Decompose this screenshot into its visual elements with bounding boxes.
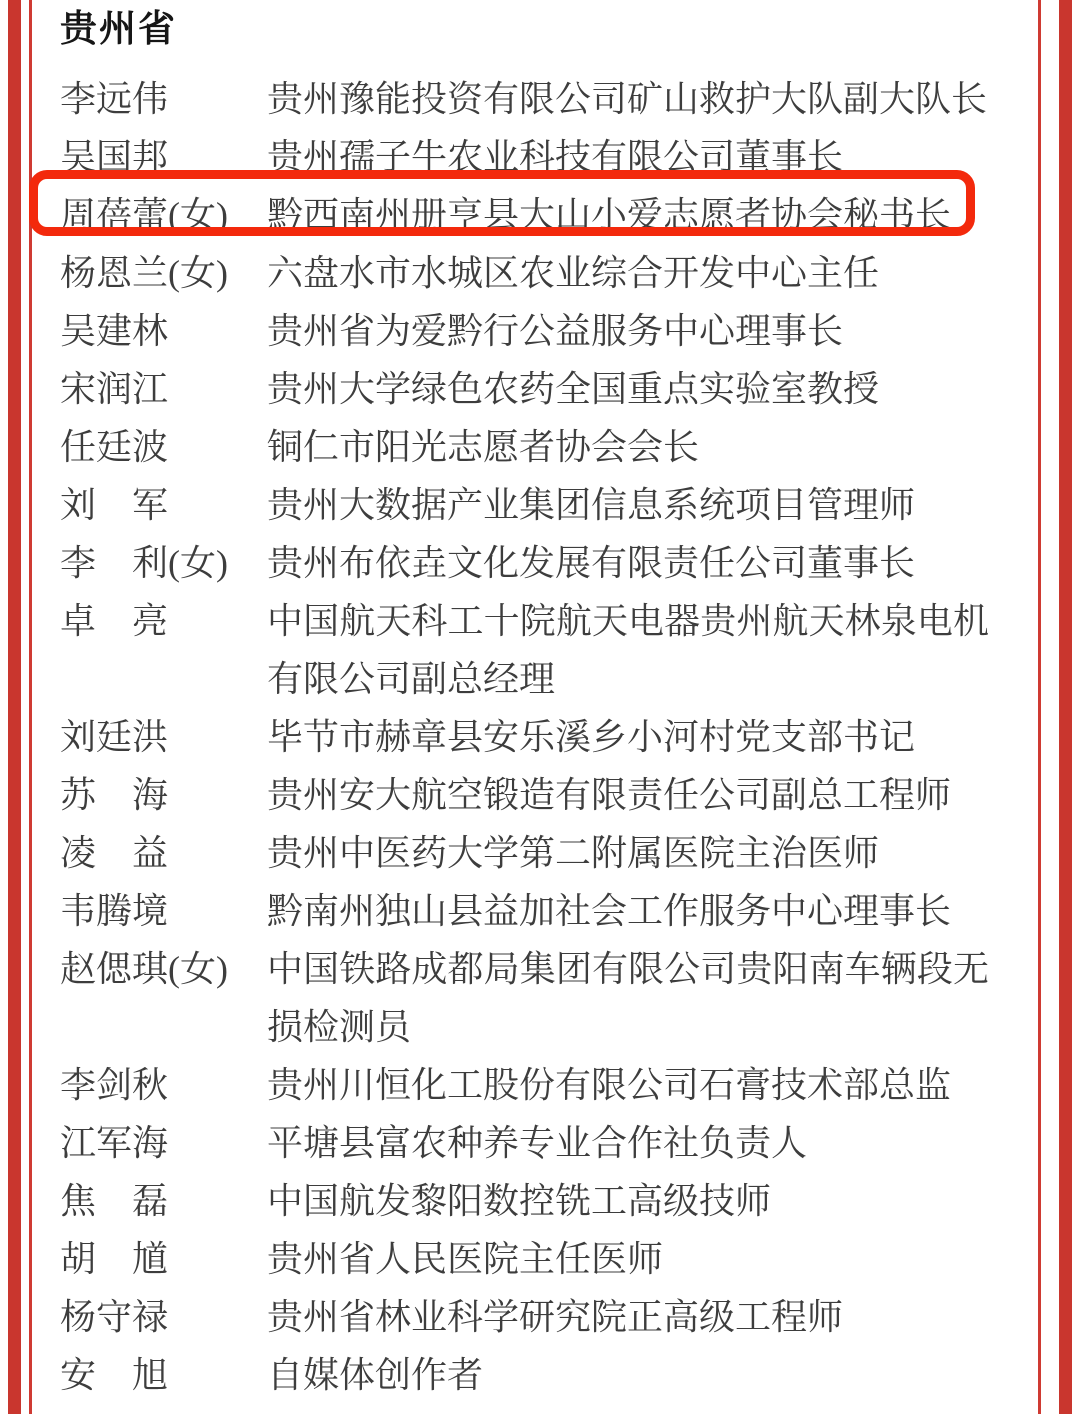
province-list <box>60 6 1010 1404</box>
list-item <box>60 534 1010 592</box>
list-item <box>60 708 1010 766</box>
person-name: 杨守禄 <box>60 1297 169 1337</box>
person-title: 贵州川恒化工股份有限公司石膏技术部总监 <box>267 1065 952 1105</box>
list-item <box>60 592 1010 708</box>
list-item <box>60 766 1010 824</box>
person-title: 贵州布依垚文化发展有限责任公司董事长 <box>267 543 916 583</box>
person-title: 毕节市赫章县安乐溪乡小河村党支部书记 <box>267 717 916 757</box>
person-name: 李远伟 <box>60 79 169 119</box>
person-name: 卓 亮 <box>60 601 169 641</box>
person-title: 黔西南州册亨县大山小爱志愿者协会秘书长 <box>267 195 952 235</box>
person-title: 贵州豫能投资有限公司矿山救护大队副大队长 <box>267 79 988 119</box>
person-name: 吴建林 <box>60 311 169 351</box>
person-name: 李 利(女) <box>60 543 228 583</box>
person-name: 赵偲琪(女) <box>60 949 228 989</box>
person-title: 自媒体创作者 <box>267 1355 484 1395</box>
person-name: 李剑秋 <box>60 1065 169 1105</box>
person-title: 贵州省人民医院主任医师 <box>267 1239 664 1279</box>
person-name: 江军海 <box>60 1123 169 1163</box>
person-name: 凌 益 <box>60 833 169 873</box>
person-name: 安 旭 <box>60 1355 169 1395</box>
list-item <box>60 418 1010 476</box>
person-name: 焦 磊 <box>60 1181 169 1221</box>
list-item <box>60 1288 1010 1346</box>
list-item <box>60 70 1010 128</box>
right-outer-red-bar <box>1059 0 1072 1414</box>
list-item-highlighted <box>60 186 1010 244</box>
person-title: 黔南州独山县益加社会工作服务中心理事长 <box>267 891 952 931</box>
list-item <box>60 476 1010 534</box>
person-title: 贵州孺子牛农业科技有限公司董事长 <box>267 137 844 177</box>
list-item <box>60 360 1010 418</box>
person-title: 中国航天科工十院航天电器贵州航天林泉电机有限公司副总经理 <box>267 601 989 699</box>
person-title: 六盘水市水城区农业综合开发中心主任 <box>267 253 880 293</box>
left-inner-red-line <box>29 0 32 1414</box>
awardee-list <box>60 70 1010 1404</box>
list-item <box>60 1056 1010 1114</box>
person-name: 韦腾境 <box>60 891 169 931</box>
person-title: 贵州省为爱黔行公益服务中心理事长 <box>267 311 844 351</box>
person-name: 刘 军 <box>60 485 169 525</box>
person-title: 贵州省林业科学研究院正高级工程师 <box>267 1297 844 1337</box>
person-name: 苏 海 <box>60 775 169 815</box>
list-item <box>60 1230 1010 1288</box>
person-title: 中国航发黎阳数控铣工高级技师 <box>267 1181 772 1221</box>
list-item <box>60 128 1010 186</box>
list-item <box>60 1172 1010 1230</box>
section-title: 贵州省 <box>60 8 177 49</box>
person-title: 贵州大数据产业集团信息系统项目管理师 <box>267 485 916 525</box>
person-name: 任廷波 <box>60 427 169 467</box>
list-item <box>60 1114 1010 1172</box>
list-item <box>60 940 1010 1056</box>
person-name: 胡 馗 <box>60 1239 169 1279</box>
person-name: 吴国邦 <box>60 137 169 177</box>
person-name: 杨恩兰(女) <box>60 253 228 293</box>
person-title: 贵州安大航空锻造有限责任公司副总工程师 <box>267 775 952 815</box>
list-item <box>60 824 1010 882</box>
right-inner-red-line <box>1038 0 1041 1414</box>
person-title: 平塘县富农种养专业合作社负责人 <box>267 1123 808 1163</box>
list-item <box>60 244 1010 302</box>
person-name: 宋润江 <box>60 369 169 409</box>
person-name: 周蓓蕾(女) <box>60 195 228 235</box>
person-title: 铜仁市阳光志愿者协会会长 <box>267 427 700 467</box>
list-item <box>60 302 1010 360</box>
person-title: 中国铁路成都局集团有限公司贵阳南车辆段无损检测员 <box>267 949 989 1047</box>
list-item <box>60 882 1010 940</box>
person-title: 贵州中医药大学第二附属医院主治医师 <box>267 833 880 873</box>
person-name: 刘廷洪 <box>60 717 169 757</box>
list-item <box>60 1346 1010 1404</box>
left-outer-red-bar <box>8 0 21 1414</box>
person-title: 贵州大学绿色农药全国重点实验室教授 <box>267 369 880 409</box>
